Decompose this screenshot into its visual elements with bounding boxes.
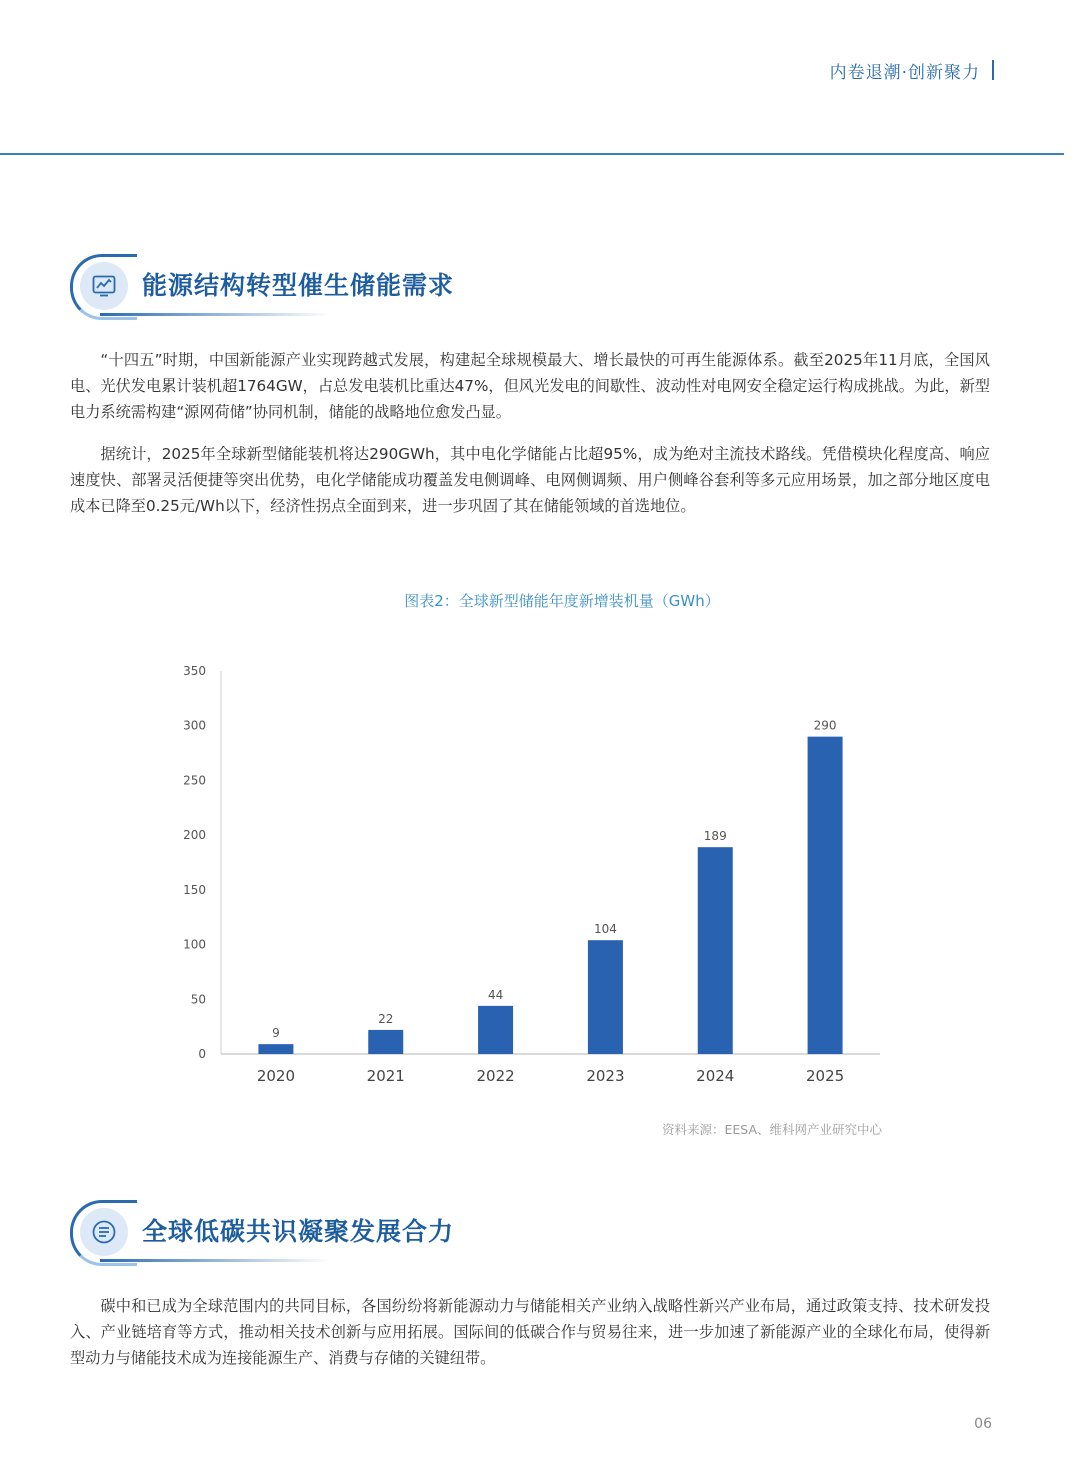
bar-value-label: 104 — [593, 922, 617, 937]
section-heading-global-low-carbon — [70, 1200, 570, 1264]
bar-value-label: 290 — [813, 718, 837, 733]
bar-value-label: 9 — [272, 1026, 280, 1041]
bar-chart — [170, 655, 900, 1100]
y-tick-label: 250 — [183, 773, 206, 788]
x-tick-label: 2024 — [696, 1067, 735, 1085]
y-tick-label: 300 — [183, 718, 206, 733]
paragraph: 据统计，2025年全球新型储能装机将达290GWh，其中电化学储能占比超95%，成为绝对主流技术路线。凭借模块化程度高、响应速度快、部署灵活便捷等突出优势，电化学储能成功覆盖发电侧调峰、电网侧调频、用户侧峰谷套利等多元应用场景，加之部分地区度电成本已降至0.25元/Wh以下，经济性拐点全面到来，进一步巩固了其在储能领域的首选地位。 — [70, 445, 990, 515]
bar-value-label: 44 — [487, 987, 504, 1002]
header-separator-bar — [992, 60, 994, 80]
chart-source: 资料来源：EESA、维科网产业研究中心 — [661, 1122, 882, 1137]
section-title: 全球低碳共识凝聚发展合力 — [142, 1217, 455, 1246]
y-tick-label: 0 — [198, 1047, 206, 1061]
bar-value-label: 22 — [378, 1011, 394, 1026]
x-tick-label: 2020 — [256, 1067, 296, 1085]
list-icon — [80, 1208, 128, 1256]
y-tick-label: 200 — [183, 828, 206, 843]
bar — [478, 1006, 513, 1054]
bar — [808, 737, 843, 1054]
bar — [588, 940, 623, 1054]
y-tick-label: 350 — [183, 664, 206, 678]
bar-value-label: 189 — [703, 829, 727, 844]
x-tick-label: 2022 — [476, 1067, 515, 1085]
bar — [368, 1030, 403, 1054]
chart-title: 图表2：全球新型储能年度新增装机量（GWh） — [404, 592, 720, 610]
section-heading-energy-transition — [70, 254, 570, 318]
paragraph: “十四五”时期，中国新能源产业实现跨越式发展，构建起全球规模最大、增长最快的可再生能源体系。截至2025年11月底，全国风电、光伏发电累计装机超1764GW，占总发电装机比重达47%，但风光发电的间歇性、波动性对电网安全稳定运行构成挑战。为此，新型电力系统需构建“源网荷储”协同机制，储能的战略地位愈发凸显。 — [70, 351, 990, 421]
x-tick-label: 2023 — [586, 1067, 625, 1085]
x-tick-label: 2025 — [805, 1067, 845, 1085]
y-tick-label: 100 — [183, 937, 206, 952]
running-header: 内卷退潮·创新聚力 — [829, 63, 980, 83]
bar — [698, 847, 733, 1054]
header-rule — [0, 153, 1064, 155]
x-tick-label: 2021 — [366, 1067, 405, 1085]
y-tick-label: 50 — [190, 992, 206, 1007]
paragraph: 碳中和已成为全球范围内的共同目标，各国纷纷将新能源动力与储能相关产业纳入战略性新兴产业布局，通过政策支持、技术研发投入、产业链培育等方式，推动相关技术创新与应用拓展。国际间的低碳合作与贸易往来，进一步加速了新能源产业的全球化布局，使得新型动力与储能技术成为连接能源生产、消费与存储的关键纽带。 — [70, 1297, 990, 1367]
section-underline — [100, 313, 330, 316]
section-underline — [100, 1259, 330, 1262]
section-title: 能源结构转型催生储能需求 — [142, 271, 455, 300]
bar — [258, 1044, 293, 1054]
chart-line-icon — [80, 262, 128, 310]
page-number: 06 — [974, 1416, 992, 1432]
y-tick-label: 150 — [183, 882, 206, 897]
